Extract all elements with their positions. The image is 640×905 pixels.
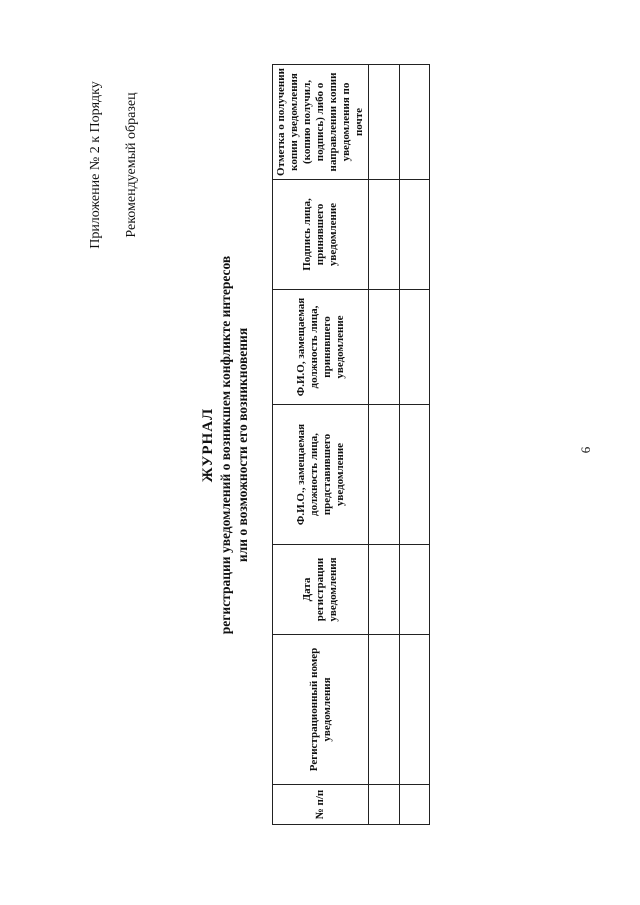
journal-title: ЖУРНАЛ — [200, 407, 216, 483]
table-cell — [400, 290, 430, 405]
column-header-registration-date: Дата регистрации уведомления — [273, 545, 369, 635]
page-number: 6 — [578, 446, 593, 454]
column-header-submitter: Ф.И.О., замещаемая должность лица, представившего уведомление — [273, 405, 369, 545]
table-cell — [400, 635, 430, 785]
column-header-copy-receipt: Отметка о получении копии уведомления (копию получил, подпись) либо о направлении копии уведомления по почте — [273, 65, 369, 180]
column-header-number: № п/п — [273, 785, 369, 825]
table-cell — [369, 635, 400, 785]
table-cell — [400, 785, 430, 825]
table-cell — [369, 65, 400, 180]
table-cell — [400, 405, 430, 545]
journal-title-block — [200, 135, 251, 755]
table-cell — [369, 405, 400, 545]
table-cell — [400, 65, 430, 180]
table-row — [400, 65, 430, 825]
journal-subtitle-line-1: регистрации уведомлений о возникшем конфликте интересов — [218, 255, 233, 635]
column-header-receiver: Ф.И.О, замещаемая должность лица, принявшего уведомление — [273, 290, 369, 405]
column-header-registration-number: Регистрационный номер уведомления — [273, 635, 369, 785]
column-header-receiver-signature: Подпись лица, принявшего уведомление — [273, 180, 369, 290]
table-cell — [369, 290, 400, 405]
recommended-sample-label: Рекомендуемый образец — [124, 92, 139, 238]
table-header-row — [273, 65, 369, 825]
table-cell — [400, 180, 430, 290]
table-cell — [369, 785, 400, 825]
table-cell — [400, 545, 430, 635]
table-row — [369, 65, 400, 825]
table-cell — [369, 180, 400, 290]
appendix-reference: Приложение № 2 к Порядку — [88, 81, 103, 249]
journal-table — [272, 64, 430, 825]
table-cell — [369, 545, 400, 635]
journal-subtitle-line-2: или о возможности его возникновения — [235, 327, 250, 563]
